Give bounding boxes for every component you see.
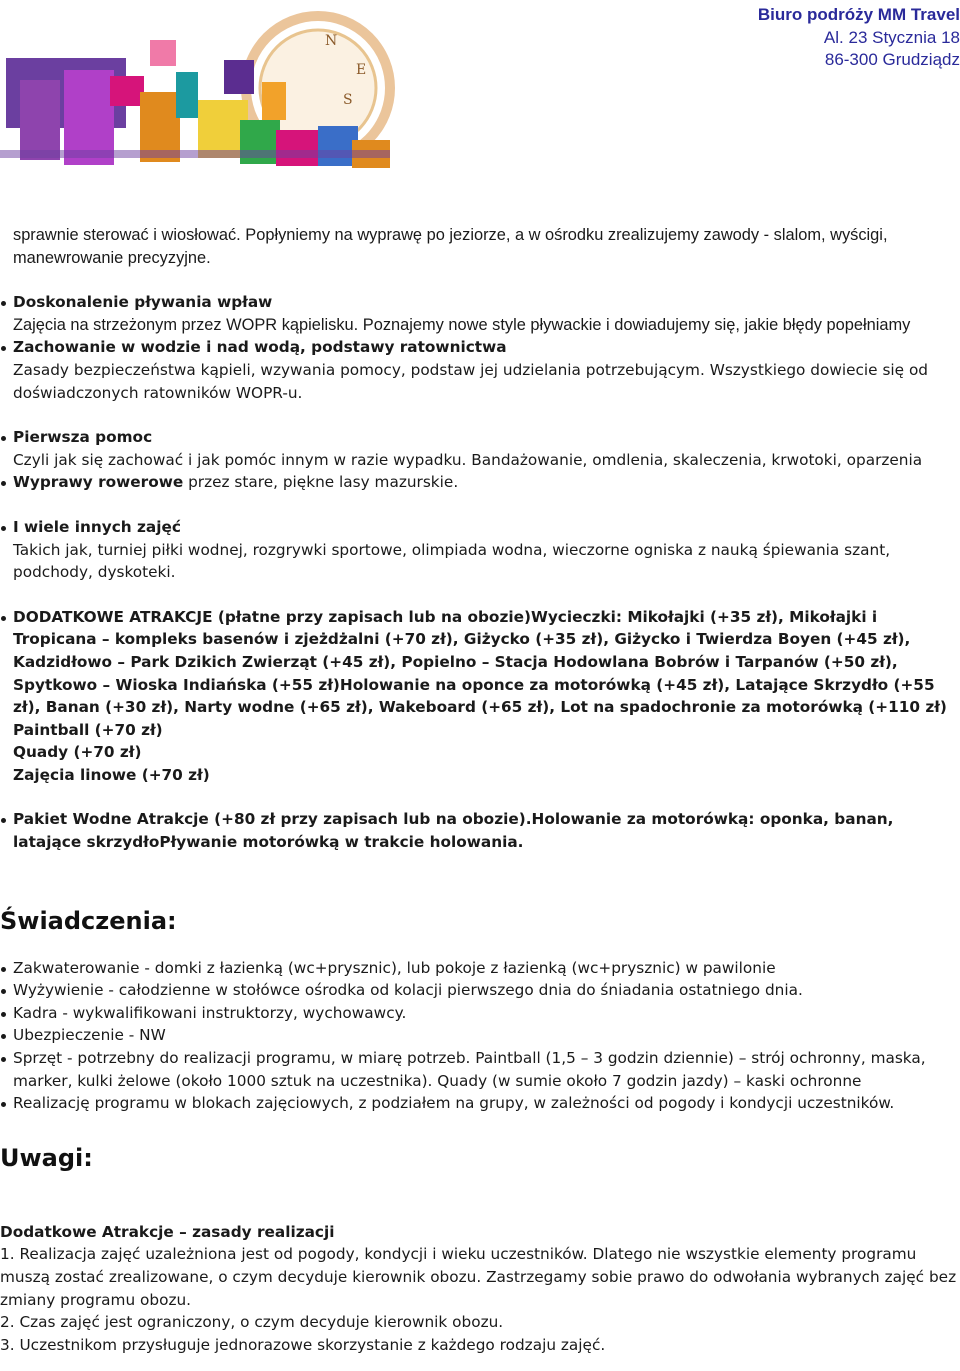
package-description: Pakiet Wodne Atrakcje (+80 zł przy zapisach lub na obozie).Holowanie za motorówką: oponka, banan, latające skrzydłoPływanie motorówką w trakcie holowania. xyxy=(13,810,894,852)
remark-item: 3. Uczestnikom przysługuje jednorazowe skorzystanie z każdego rodzaju zajęć. xyxy=(0,1335,606,1354)
intro-paragraph: sprawnie sterować i wiosłować. Popłyniemy na wyprawę po jeziorze, a w ośrodku zrealizujemy zawody - slalom, wyścigi, manewrowanie precyzyjne. xyxy=(13,226,888,267)
activity-description: Czyli jak się zachować i jak pomóc innym w razie wypadku. Bandażowanie, omdlenia, skaleczenia, krwotoki, oparzenia xyxy=(13,450,923,469)
list-item: Ubezpieczenie - NW xyxy=(0,1024,960,1047)
activity-title: Doskonalenie pływania wpław xyxy=(13,293,273,312)
activity-title: Wyprawy rowerowe xyxy=(13,473,184,492)
extras-paintball: Paintball (+70 zł) xyxy=(13,720,163,739)
benefits-list xyxy=(0,957,960,1115)
extras-linowe: Zajęcia linowe (+70 zł) xyxy=(13,765,210,784)
list-item xyxy=(0,336,960,404)
svg-text:S: S xyxy=(343,92,353,108)
activities-list xyxy=(0,516,960,584)
list-item: Kadra - wykwalifikowani instruktorzy, wychowawcy. xyxy=(0,1002,960,1025)
agency-address-line1: Al. 23 Stycznia 18 xyxy=(823,27,960,47)
list-item: Sprzęt - potrzebny do realizacji programu, w miarę potrzeb. Paintball (1,5 – 3 godzin dziennie) – strój ochronny, maska, marker, kulki żelowe (około 1000 sztuk na uczestnika). Quady (w sumie około 7 godzin jazdy) – kaski ochronne xyxy=(0,1047,960,1092)
activities-list xyxy=(0,291,960,404)
section-heading-remarks: Uwagi: xyxy=(0,1143,93,1172)
activity-description: Zasady bezpieczeństwa kąpieli, wzywania pomocy, podstaw jej udzielania potrzebującym. Wszystkiego dowiecie się od doświadczonych ratowników WOPR-u. xyxy=(13,360,929,402)
activities-list xyxy=(0,808,960,853)
activities-list xyxy=(0,606,960,787)
activity-description: Takich jak, turniej piłki wodnej, rozgrywki sportowe, olimpiada wodna, wieczorne ogniska z nauką śpiewania szant, podchody, dyskoteki. xyxy=(13,540,891,582)
list-item xyxy=(0,606,960,787)
svg-text:E: E xyxy=(356,62,367,78)
list-item xyxy=(0,516,960,584)
activities-list xyxy=(0,426,960,494)
mm-travel-logo xyxy=(0,0,395,178)
agency-address-line2: 86-300 Grudziądz xyxy=(824,50,960,69)
list-item: Zakwaterowanie - domki z łazienką (wc+prysznic), lub pokoje z łazienką (wc+prysznic) w pawilonie xyxy=(0,957,960,980)
remarks-subheading: Dodatkowe Atrakcje – zasady realizacji xyxy=(0,1222,335,1241)
list-item xyxy=(0,808,960,853)
agency-name: Biuro podróży MM Travel xyxy=(757,5,960,24)
remark-item: 2. Czas zajęć jest ograniczony, o czym decyduje kierownik obozu. xyxy=(0,1313,504,1332)
list-item xyxy=(0,471,960,494)
list-item: Realizację programu w blokach zajęciowych, z podziałem na grupy, w zależności od pogody i kondycji uczestników. xyxy=(0,1092,960,1115)
activity-title: I wiele innych zajęć xyxy=(13,517,181,536)
activity-description: Zajęcia na strzeżonym przez WOPR kąpielisku. xyxy=(13,315,359,334)
activity-title: Zachowanie w wodzie i nad wodą, podstawy ratownictwa xyxy=(13,338,507,357)
activity-title: Pierwsza pomoc xyxy=(13,428,153,447)
agency-contact xyxy=(620,4,960,72)
remark-item: 1. Realizacja zajęć uzależniona jest od pogody, kondycji i wieku uczestników. Dlatego nie wszystkie elementy programu muszą zostać zrealizowane, o czym decyduje kierownik obozu. Zastrzegamy sobie prawo do odwołania wybranych zajęć bez zmiany programu obozu. xyxy=(0,1245,957,1309)
remarks-block xyxy=(0,1221,960,1357)
list-item: Wyżywienie - całodzienne w stołówce ośrodka od kolacji pierwszego dnia do śniadania ostatniego dnia. xyxy=(0,979,960,1002)
extras-description: DODATKOWE ATRAKCJE (płatne przy zapisach lub na obozie)Wycieczki: Mikołajki (+35 zł), Mikołajki i Tropicana – kompleks basenów i zjeżdżalni (+70 zł), Giżycko (+35 zł), Giżycko i Twierdza Boyen (+45 zł), Kadzidłowo – Park Dzikich Zwierząt (+45 zł), Popielno – Stacja Hodowlana Bobrów i Tarpanów (+50 zł), Spytkowo – Wioska Indiańska (+55 zł)Holowanie na oponce za motorówką (+45 zł), Latające Skrzydło (+55 zł), Banan (+30 zł), Narty wodne (+65 zł), Wakeboard (+65 zł), Lot na spadochronie za motorówką (+110 zł) xyxy=(13,607,947,717)
svg-text:N: N xyxy=(325,33,338,49)
activity-description: przez stare, piękne lasy mazurskie. xyxy=(183,473,459,492)
extras-quady: Quady (+70 zł) xyxy=(13,743,142,762)
list-item xyxy=(0,291,960,336)
page-content xyxy=(0,224,960,1356)
activity-description: Poznajemy nowe style pływackie i dowiadujemy się, jakie błędy popełniamy xyxy=(358,315,911,334)
list-item xyxy=(0,426,960,471)
section-heading-benefits: Świadczenia: xyxy=(0,906,177,935)
